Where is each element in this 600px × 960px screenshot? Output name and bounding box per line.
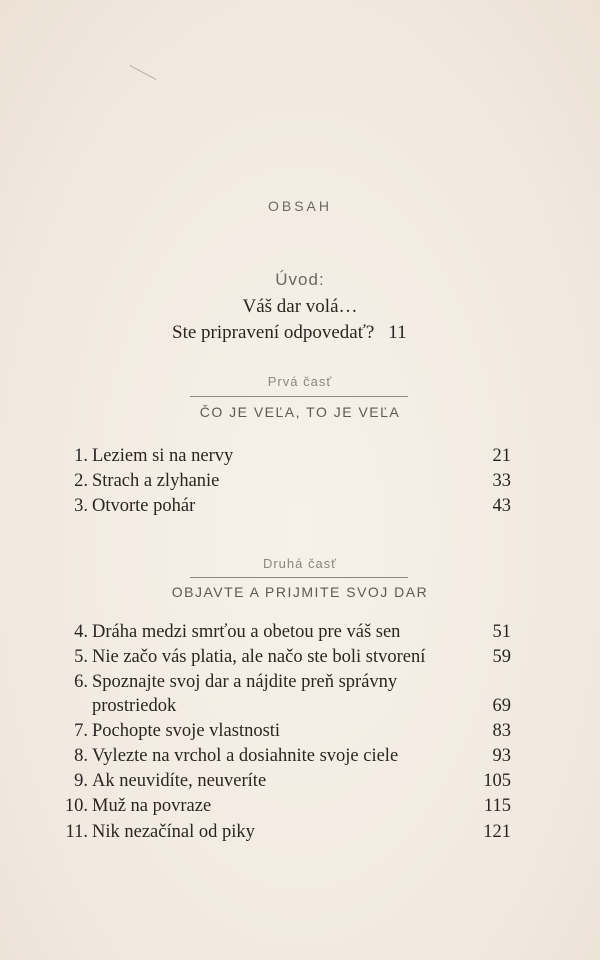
intro-title-line2	[172, 322, 407, 344]
chapter-title: Pochopte svoje vlastnosti	[92, 721, 281, 741]
chapter-page: 43	[492, 496, 511, 516]
chapter-page: 115	[483, 796, 511, 816]
chapter-title: Otvorte pohár	[92, 496, 196, 516]
part-2-title: OBJAVTE A PRIJMITE SVOJ DAR	[171, 584, 429, 600]
part-1-title: ČO JE VEĽA, TO JE VEĽA	[199, 404, 401, 420]
chapter-number: 3.	[74, 496, 88, 516]
toc-row-chapter-6	[0, 672, 600, 716]
chapter-title: Muž na povraze	[92, 796, 212, 816]
chapter-title: Leziem si na nervy	[92, 446, 234, 466]
chapter-page: 51	[492, 622, 511, 642]
chapter-number: 7.	[74, 721, 88, 741]
chapter-page: 33	[492, 471, 511, 491]
toc-row-chapter-9	[0, 771, 600, 797]
chapter-title: Spoznajte svoj dar a nájdite preň správny	[92, 672, 398, 692]
chapter-page: 21	[492, 446, 511, 466]
chapter-title: Ak neuvidíte, neuveríte	[92, 771, 267, 791]
chapter-number: 10.	[64, 796, 88, 816]
part-1-label: Prvá časť	[267, 374, 333, 389]
part-2-divider	[190, 577, 408, 578]
chapter-title-continued: prostriedok	[92, 696, 177, 716]
intro-title-text: Ste pripravení odpovedať?	[172, 322, 375, 343]
intro-label: Úvod:	[275, 270, 325, 289]
chapter-title: Nik nezačínal od piky	[92, 822, 255, 842]
part-1-divider	[190, 396, 408, 397]
chapter-title: Strach a zlyhanie	[92, 471, 220, 491]
chapter-number: 1.	[74, 446, 88, 466]
chapter-number: 6.	[74, 672, 88, 692]
toc-row-chapter-5	[0, 647, 600, 673]
toc-row-chapter-2	[0, 471, 600, 497]
chapter-page: 59	[492, 647, 511, 667]
toc-row-chapter-1	[0, 446, 600, 472]
chapter-number: 4.	[74, 622, 88, 642]
intro-title-line1: Váš dar volá…	[242, 296, 358, 317]
chapter-title: Dráha medzi smrťou a obetou pre váš sen	[92, 622, 401, 642]
toc-row-chapter-7	[0, 721, 600, 747]
chapter-number: 8.	[74, 746, 88, 766]
toc-row-chapter-11	[0, 822, 600, 848]
chapter-page: 121	[483, 822, 511, 842]
chapter-page: 93	[492, 746, 511, 766]
toc-row-chapter-8	[0, 746, 600, 772]
chapter-number: 5.	[74, 647, 88, 667]
paper-scuff-mark	[130, 65, 157, 80]
chapter-page: 83	[492, 721, 511, 741]
chapter-number: 11.	[65, 822, 88, 842]
chapter-page: 105	[483, 771, 511, 791]
intro-page-number: 11	[388, 322, 407, 343]
chapter-number: 9.	[74, 771, 88, 791]
toc-heading: OBSAH	[267, 198, 332, 214]
chapter-number: 2.	[74, 471, 88, 491]
toc-row-chapter-4	[0, 622, 600, 648]
chapter-page: 69	[492, 696, 511, 716]
toc-row-chapter-10	[0, 796, 600, 822]
part-2-label: Druhá časť	[262, 556, 338, 571]
chapter-title: Vylezte na vrchol a dosiahnite svoje ciele	[92, 746, 399, 766]
toc-row-chapter-3	[0, 496, 600, 522]
chapter-title: Nie začo vás platia, ale načo ste boli stvorení	[92, 647, 426, 667]
